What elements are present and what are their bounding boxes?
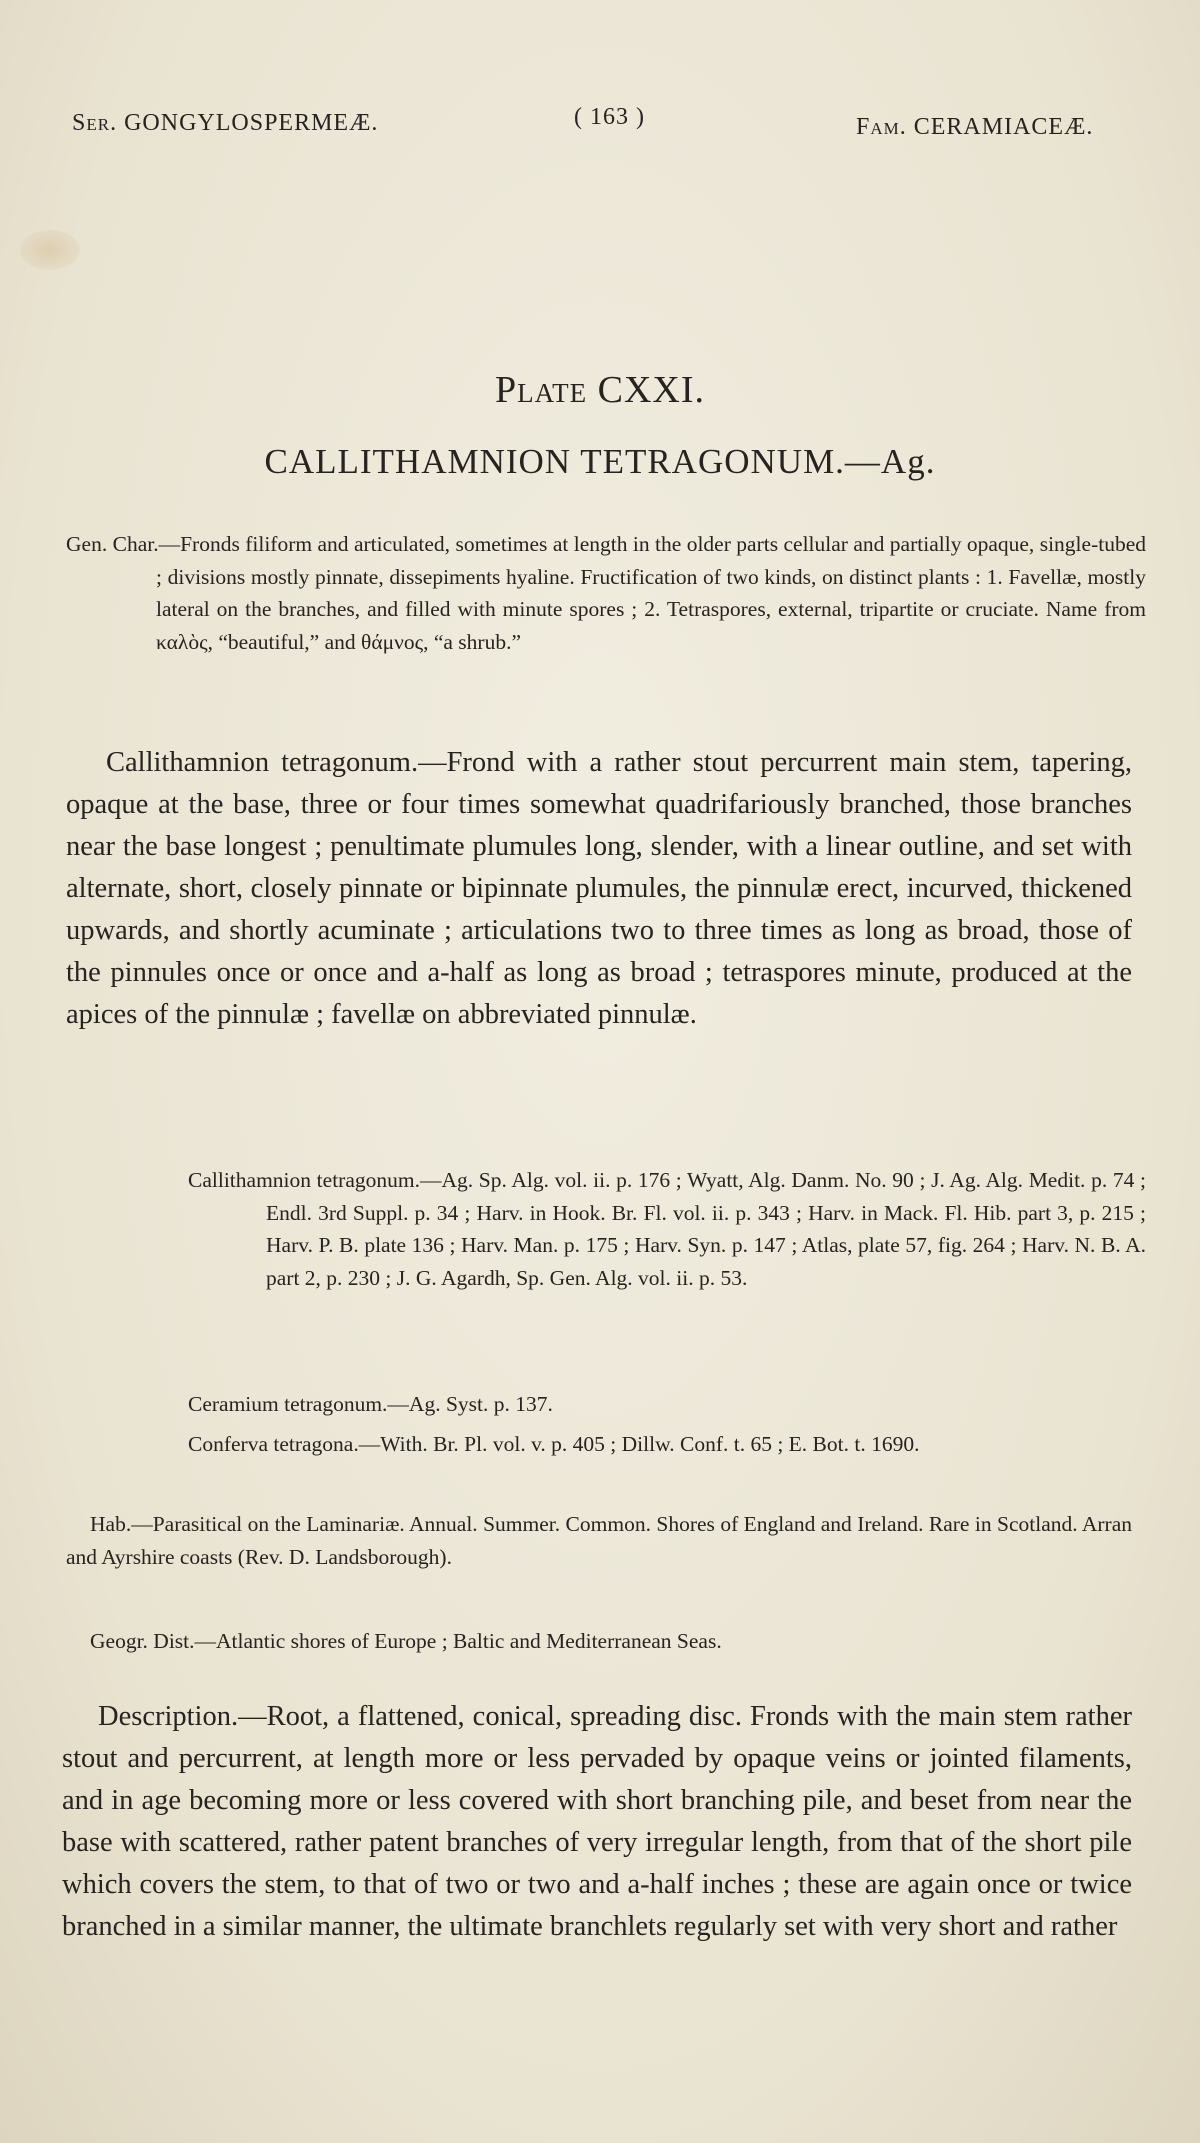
species-diagnosis: Callithamnion tetragonum.—Frond with a rather stout percurrent main stem, tapering, opaque at the base, three or four times somewhat quadrifariously branched, those branches near the base longest ; penultimate plumules long, slender, with a linear outline, and set with alternate, short, closely pinnate or bipinnate plumules, the pinnulæ erect, incurved, thickened upwards, and shortly acuminate ; articulations two to three times as long as broad, those of the pinnules once or once and a-half as long as broad ; tetraspores minute, produced at the apices of the pinnulæ ; favellæ on abbreviated pinnulæ. <box>66 747 1132 1030</box>
synonymy-reference <box>66 1388 1146 1421</box>
generic-character <box>66 528 1146 658</box>
generic-character-text: Gen. Char.—Fronds filiform and articulated, sometimes at length in the older parts cellular and partially opaque, single-tubed ; divisions mostly pinnate, dissepiments hyaline. Fructification of two kinds, on distinct plants : 1. Favellæ, mostly lateral on the branches, and filled with minute spores ; 2. Tetraspores, external, tripartite or cruciate. Name from καλὸς, “beautiful,” and θάμνος, “a shrub.” <box>66 532 1146 654</box>
description: Description.—Root, a flattened, conical, spreading disc. Fronds with the main stem rather stout and percurrent, at length more or less pervaded by opaque veins or jointed filaments, and in age becoming more or less covered with short branching pile, and beset from near the base with scattered, rather patent branches of very irregular length, from that of the short pile which covers the stem, to that of two or two and a-half inches ; these are again once or twice branched in a similar manner, the ultimate branchlets regularly set with very short and rather <box>62 1701 1132 1942</box>
reference-conferva: Conferva tetragona.—With. Br. Pl. vol. v. p. 405 ; Dillw. Conf. t. 65 ; E. Bot. t. 1690. <box>188 1432 920 1456</box>
synonymy-reference <box>66 1428 1146 1461</box>
geographic-distribution: Geogr. Dist.—Atlantic shores of Europe ; Baltic and Mediterranean Seas. <box>90 1629 722 1653</box>
habitat: Hab.—Parasitical on the Laminariæ. Annual. Summer. Common. Shores of England and Ireland. Rare in Scotland. Arran and Ayrshire coasts (Rev. D. Landsborough). <box>66 1512 1132 1569</box>
species-title: CALLITHAMNION TETRAGONUM.—Ag. <box>264 442 936 481</box>
reference-ceramium: Ceramium tetragonum.—Ag. Syst. p. 137. <box>188 1392 553 1416</box>
reference-callithamnion: Callithamnion tetragonum.—Ag. Sp. Alg. vol. ii. p. 176 ; Wyatt, Alg. Danm. No. 90 ; J. Ag. Alg. Medit. p. 74 ; Endl. 3rd Suppl. p. 34 ; Harv. in Hook. Br. Fl. vol. ii. p. 343 ; Harv. in Mack. Fl. Hib. part 3, p. 215 ; Harv. P. B. plate 136 ; Harv. Man. p. 175 ; Harv. Syn. p. 147 ; Atlas, plate 57, fig. 264 ; Harv. N. B. A. part 2, p. 230 ; J. G. Agardh, Sp. Gen. Alg. vol. ii. p. 53. <box>188 1168 1146 1290</box>
paper-stain <box>20 230 80 270</box>
plate-title: Plate CXXI. <box>494 369 705 411</box>
page-number: ( 163 ) <box>574 104 645 130</box>
running-head-left: Ser. GONGYLOSPERMEÆ. <box>72 110 379 136</box>
running-head-right: Fam. CERAMIACEÆ. <box>856 114 1094 140</box>
synonymy-reference <box>66 1164 1146 1294</box>
